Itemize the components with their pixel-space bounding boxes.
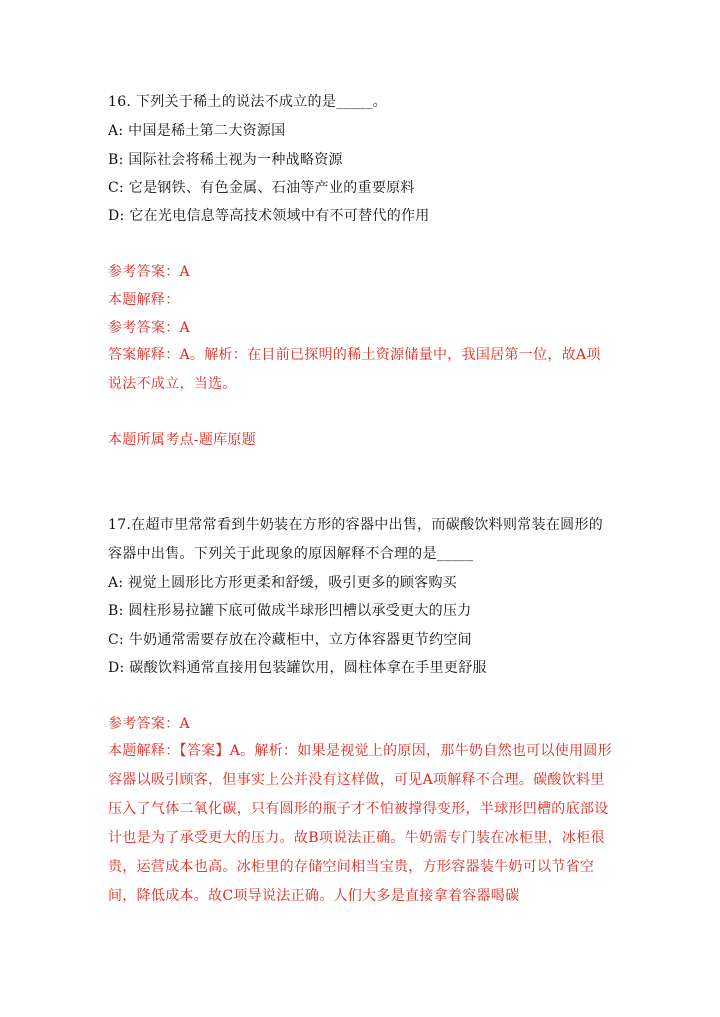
question-16-answer-repeat: 参考答案：A	[108, 320, 190, 336]
question-17-option-c: C: 牛奶通常需要存放在冷藏柜中，立方体容器更节约空间	[108, 632, 472, 648]
question-16-answer: 参考答案：A	[108, 264, 190, 280]
question-16-option-c: C: 它是钢铁、有色金属、石油等产业的重要原料	[108, 180, 415, 196]
question-16-option-a: A: 中国是稀土第二大资源国	[108, 123, 286, 139]
question-16-explanation: 答案解释：A。解析：在目前已探明的稀土资源储量中，我国居第一位，故A项说法不成立，当选。	[108, 347, 601, 392]
question-17-answer: 参考答案：A	[108, 716, 190, 732]
question-17-option-b: B: 圆柱形易拉罐下底可做成半球形凹槽以承受更大的压力	[108, 603, 472, 619]
question-17-option-d: D: 碳酸饮料通常直接用包装罐饮用，圆柱体拿在手里更舒服	[108, 660, 487, 676]
question-16-explain-label: 本题解释：	[108, 292, 180, 308]
question-16-option-b: B: 国际社会将稀土视为一种战略资源	[108, 152, 343, 168]
question-17-explanation: 本题解释：【答案】A。解析：如果是视觉上的原因，那牛奶自然也可以使用圆形容器以吸引顾客，但事实上公并没有这样做，可见A项解释不合理。碳酸饮料里压入了气体二氧化碳，只有圆形的瓶子才不怕被撑得变形，半球形凹槽的底部设计也是为了承受更大的压力。故B项说法正确。牛奶需专门装在冰柜里，冰柜很贵，运营成本也高。冰柜里的存储空间相当宝贵，方形容器装牛奶可以节省空间，降低成本。故C项导说法正确。人们大多是直接拿着容器喝碳	[108, 743, 612, 904]
question-17-option-a: A: 视觉上圆形比方形更柔和舒缓，吸引更多的顾客购买	[108, 575, 458, 591]
question-16-stem: 16. 下列关于稀土的说法不成立的是_____。	[108, 94, 387, 110]
question-16-source: 本题所属考点-题库原题	[108, 432, 257, 448]
question-17-stem: 17.在超市里常常看到牛奶装在方形的容器中出售，而碳酸饮料则常装在圆形的容器中出售。下列关于此现象的原因解释不合理的是_____	[108, 517, 604, 562]
question-16-option-d: D: 它在光电信息等高技术领域中有不可替代的作用	[108, 208, 430, 224]
